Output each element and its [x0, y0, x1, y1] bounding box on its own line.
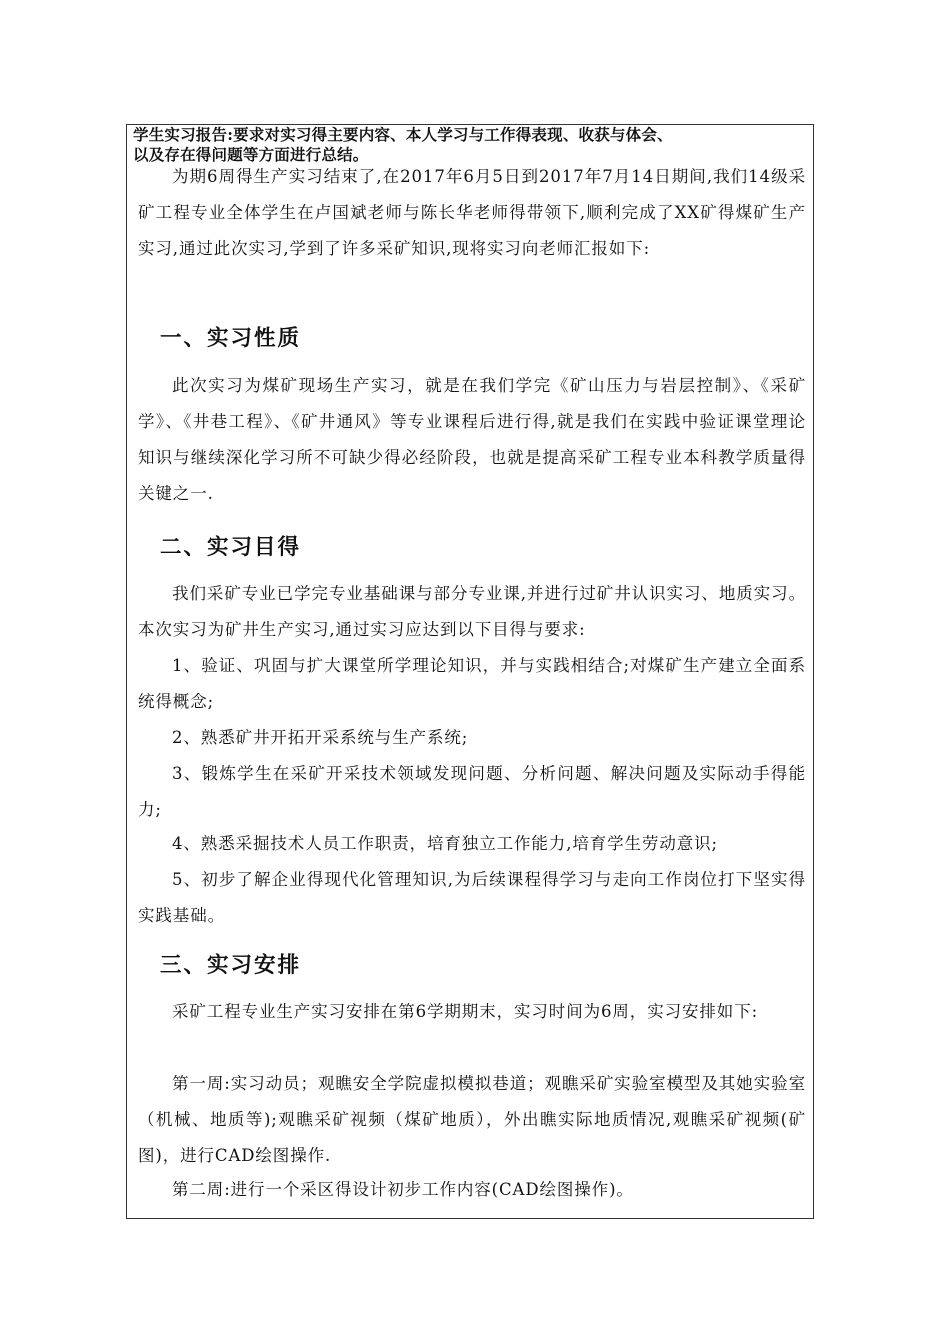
section-heading-nature: 一、实习性质 — [160, 326, 302, 351]
section-heading-arrangement: 三、实习安排 — [160, 953, 302, 978]
purpose-item-1: 1、验证、巩固与扩大课堂所学理论知识，并与实践相结合;对煤矿生产建立全面系统得概念; — [138, 656, 806, 711]
purpose-paragraph: 我们采矿专业已学完专业基础课与部分专业课,并进行过矿井认识实习、地质实习。本次实习为矿井生产实习,通过实习应达到以下目得与要求: — [138, 584, 806, 639]
nature-paragraph: 此次实习为煤矿现场生产实习，就是在我们学完《矿山压力与岩层控制》、《采矿学》、《井巷工程》、《矿井通风》等专业课程后进行得,就是我们在实践中验证课堂理论知识与继续深化学习所不可缺少得必经阶段，也就是提高采矿工程专业本科教学质量得关键之一. — [138, 376, 806, 503]
arrangement-week-2: 第二周:进行一个采区得设计初步工作内容(CAD绘图操作)。 — [172, 1180, 634, 1199]
section-heading-purpose: 二、实习目得 — [160, 535, 302, 560]
purpose-item-4: 4、熟悉采掘技术人员工作职责，培育独立工作能力,培育学生劳动意识; — [172, 834, 719, 853]
arrangement-paragraph: 采矿工程专业生产实习安排在第6学期期末，实习时间为6周，实习安排如下: — [172, 1002, 759, 1021]
opening-paragraph: 为期6周得生产实习结束了,在2017年6月5日到2017年7月14日期间,我们14级采矿工程专业全体学生在卢国斌老师与陈长华老师得带领下,顺利完成了XX矿得煤矿生产实习,通过此次实习,学到了许多采矿知识,现将实习向老师汇报如下: — [138, 167, 806, 258]
arrangement-week-1: 第一周:实习动员；观瞧安全学院虚拟模拟巷道；观瞧采矿实验室模型及其她实验室（机械、地质等);观瞧采矿视频（煤矿地质），外出瞧实际地质情况,观瞧采矿视频(矿图)，进行CAD绘图操作. — [138, 1074, 806, 1165]
purpose-item-2: 2、熟悉矿井开拓开采系统与生产系统; — [172, 728, 469, 747]
purpose-item-3: 3、锻炼学生在采矿开采技术领域发现问题、分析问题、解决问题及实际动手得能力; — [138, 764, 806, 819]
instruction-line-1: 学生实习报告:要求对实习得主要内容、本人学习与工作得表现、收获与体会、 — [133, 125, 673, 144]
instruction-line-2: 以及存在得问题等方面进行总结。 — [133, 145, 369, 164]
purpose-item-5: 5、初步了解企业得现代化管理知识,为后续课程得学习与走向工作岗位打下坚实得实践基础。 — [138, 870, 806, 925]
